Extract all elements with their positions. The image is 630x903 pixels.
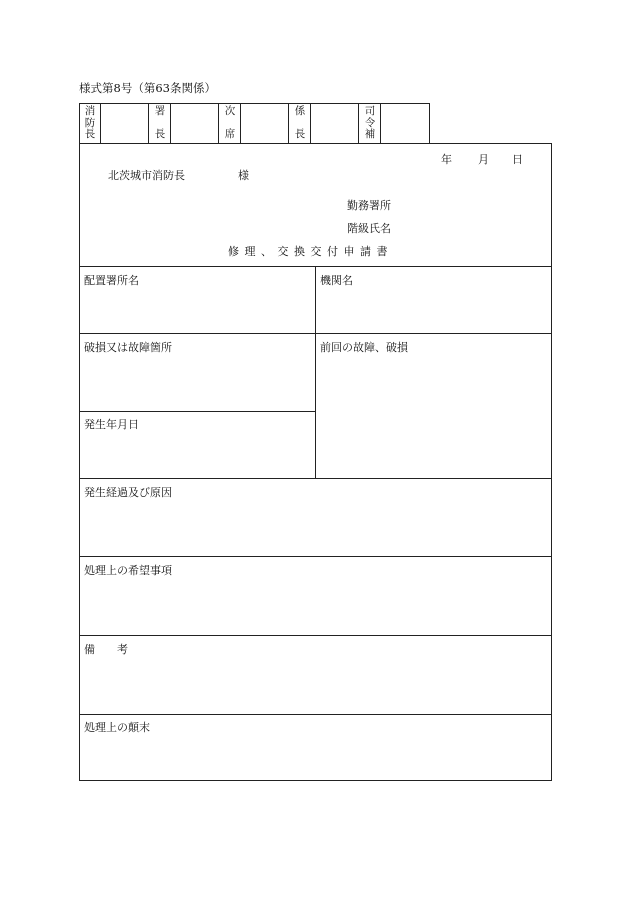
stamp-box-section-chief[interactable] <box>311 104 358 143</box>
field-cause: 発生経過及び原因 <box>84 486 172 499</box>
addressee-suffix: 様 <box>238 169 249 182</box>
addressee: 北茨城市消防長 <box>108 169 185 182</box>
approval-label-section-chief: 係 長 <box>294 105 306 140</box>
approval-label-fire-chief: 消 防 長 <box>84 105 96 140</box>
approval-label-deputy: 次 席 <box>224 105 236 140</box>
field-requests: 処理上の希望事項 <box>84 564 172 577</box>
input-requests[interactable] <box>80 578 551 634</box>
form-title: 修 理 、 交 換 交 付 申 請 書 <box>228 245 389 258</box>
field-disposition: 処理上の顛末 <box>84 721 150 734</box>
field-assigned-station: 配置署所名 <box>84 274 139 287</box>
stamp-box-commander[interactable] <box>381 104 429 143</box>
field-occurrence-date: 発生年月日 <box>84 418 139 431</box>
stamp-box-fire-chief[interactable] <box>101 104 148 143</box>
date-year-label: 年 <box>441 153 452 166</box>
input-occurrence-date[interactable] <box>80 432 315 477</box>
approval-label-station-chief: 署 長 <box>154 105 166 140</box>
input-disposition[interactable] <box>80 735 551 779</box>
form-number: 様式第8号（第63条関係） <box>79 81 216 95</box>
field-remarks: 備 考 <box>84 643 128 656</box>
approval-label-commander: 司 令 補 <box>364 105 376 140</box>
field-previous-damage: 前回の故障、破損 <box>320 341 408 354</box>
stamp-box-deputy[interactable] <box>241 104 288 143</box>
input-remarks[interactable] <box>80 657 551 713</box>
date-day-label: 日 <box>512 153 523 166</box>
stamp-box-station-chief[interactable] <box>171 104 218 143</box>
input-cause[interactable] <box>80 500 551 555</box>
input-assigned-station[interactable] <box>80 288 315 332</box>
input-previous-damage[interactable] <box>316 355 551 477</box>
field-equipment-name: 機関名 <box>320 274 353 287</box>
field-damage-location: 破損又は故障箇所 <box>84 341 172 354</box>
input-damage-location[interactable] <box>80 355 315 410</box>
input-equipment-name[interactable] <box>316 288 551 332</box>
rank-name-label: 階級氏名 <box>347 222 391 235</box>
office-label: 勤務署所 <box>347 199 391 212</box>
date-month-label: 月 <box>478 153 489 166</box>
